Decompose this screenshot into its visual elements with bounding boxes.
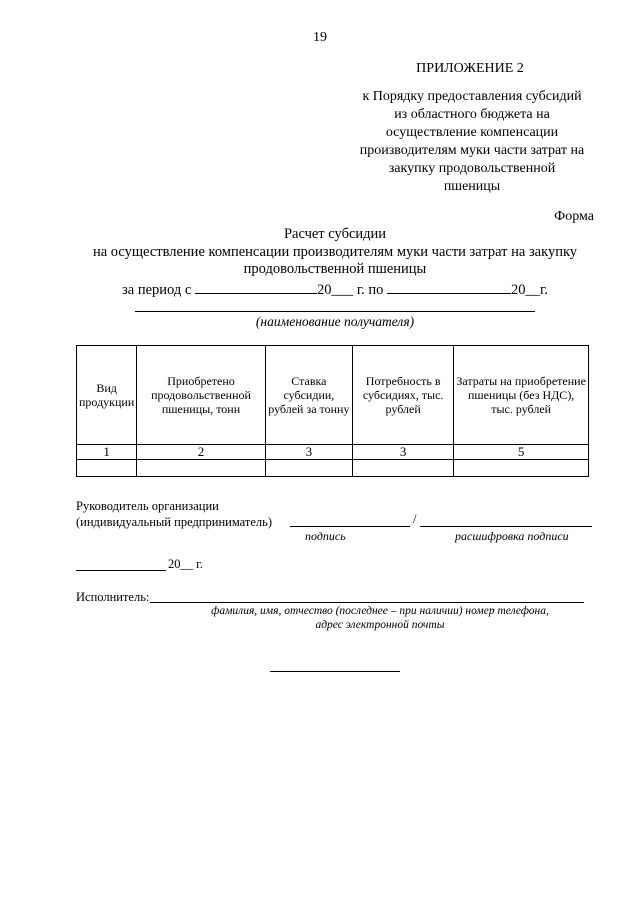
column-number: 2 xyxy=(137,445,265,460)
table-cell[interactable] xyxy=(454,460,589,477)
table-row xyxy=(77,460,589,477)
form-label: Форма xyxy=(554,209,594,224)
signatory-label-line-2: (индивидуальный предприниматель) xyxy=(76,515,272,529)
executor-caption-line-1: фамилия, имя, отчество (последнее – при наличии) номер телефона, xyxy=(211,605,549,617)
executor-caption xyxy=(150,604,610,632)
table-cell[interactable] xyxy=(265,460,352,477)
header-subsidy-rate: Ставка субсидии, рублей за тонну xyxy=(265,346,352,445)
title-line-1: Расчет субсидии xyxy=(283,226,387,242)
executor-caption-line-2: адрес электронной почты xyxy=(315,619,445,631)
signatory-label-line-1: Руководитель организации xyxy=(76,499,219,513)
header-subsidy-need: Потребность в субсидиях, тыс. рублей xyxy=(353,346,454,445)
bottom-divider xyxy=(270,671,400,672)
appendix-text xyxy=(340,88,604,196)
period-line xyxy=(40,280,630,299)
signature-decode-field[interactable] xyxy=(420,526,592,527)
title-line-3: продовольственной пшеницы xyxy=(243,261,427,277)
appendix-line: осуществление компенсации xyxy=(385,125,559,140)
calculation-title xyxy=(40,226,630,279)
appendix-title: ПРИЛОЖЕНИЕ 2 xyxy=(416,61,524,76)
table-cell[interactable] xyxy=(77,460,137,477)
signature-decode-caption: расшифровка подписи xyxy=(455,529,569,543)
subsidy-table xyxy=(76,345,589,477)
period-start-blank[interactable] xyxy=(195,280,317,294)
signature-caption: подпись xyxy=(305,529,346,543)
title-line-2: на осуществление компенсации производителям муки части затрат на закупку xyxy=(92,243,578,260)
column-number: 1 xyxy=(77,445,137,460)
appendix-line: закупку продовольственной xyxy=(388,161,556,176)
table-header-row xyxy=(77,346,589,445)
appendix-line: к Порядку предоставления субсидий xyxy=(362,89,582,104)
date-field[interactable] xyxy=(76,570,166,571)
signature-field[interactable] xyxy=(290,526,410,527)
column-number: 3 xyxy=(353,445,454,460)
executor-field[interactable] xyxy=(150,602,584,603)
header-wheat-purchased: Приобретено продовольственной пшеницы, тонн xyxy=(137,346,265,445)
period-year-from: 20___ г. по xyxy=(316,282,384,298)
appendix-line: из областного бюджета на xyxy=(394,107,550,122)
column-number: 3 xyxy=(265,445,352,460)
table-number-row xyxy=(77,445,589,460)
header-purchase-costs: Затраты на приобретение пшеницы (без НДС), тыс. рублей xyxy=(454,346,589,445)
executor-label: Исполнитель: xyxy=(76,590,150,604)
recipient-caption: (наименование получателя) xyxy=(255,314,415,329)
period-end-blank[interactable] xyxy=(387,280,511,294)
column-number: 5 xyxy=(454,445,589,460)
header-product-type: Вид продукции xyxy=(77,346,137,445)
period-year-to: 20__г. xyxy=(511,282,548,298)
appendix-line: производителям муки части затрат на xyxy=(359,143,585,158)
signature-separator: / xyxy=(413,512,417,526)
table-cell[interactable] xyxy=(137,460,265,477)
period-prefix: за период с xyxy=(122,282,192,298)
signatory-label xyxy=(76,498,272,530)
recipient-name-field[interactable] xyxy=(135,311,535,312)
date-year-text: 20__ г. xyxy=(168,557,203,571)
appendix-line: пшеницы xyxy=(443,179,501,194)
table-cell[interactable] xyxy=(353,460,454,477)
page-number: 19 xyxy=(313,30,327,45)
